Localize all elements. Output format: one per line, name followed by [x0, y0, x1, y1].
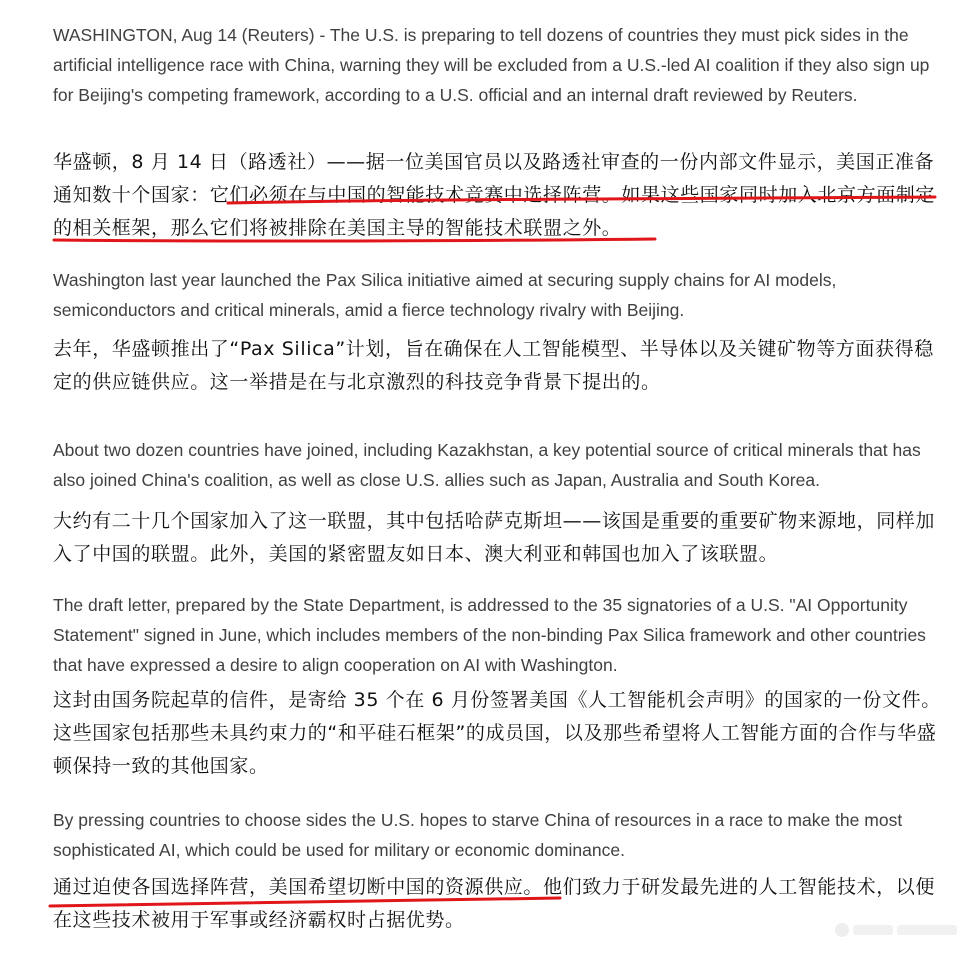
watermark-mark [897, 925, 957, 935]
paragraph-3-english-text: About two dozen countries have joined, including Kazakhstan, a key potential source of critical minerals that has also joined China's coalition, as well as close U.S. allies such as Japan, Australia and South Korea. [53, 440, 921, 490]
watermark [835, 919, 957, 941]
paragraph-2-english [53, 265, 943, 325]
paragraph-3-chinese [53, 505, 943, 571]
paragraph-2-english-text: Washington last year launched the Pax Silica initiative aimed at securing supply chains for AI models, semiconductors and critical minerals, amid a fierce technology rivalry with Beijing. [53, 270, 837, 320]
paragraph-2-chinese-text: 去年，华盛顿推出了“Pax Silica”计划，旨在确保在人工智能模型、半导体以及关键矿物等方面获得稳定的供应链供应。这一举措是在与北京激烈的科技竞争背景下提出的。 [53, 338, 934, 393]
watermark-logo-icon [835, 923, 849, 937]
paragraph-5-chinese [53, 871, 943, 937]
paragraph-3-english [53, 435, 943, 495]
paragraph-4-chinese-text: 这封由国务院起草的信件，是寄给 35 个在 6 月份签署美国《人工智能机会声明》的国家的一份文件。这些国家包括那些未具约束力的“和平硅石框架”的成员国，以及那些希望将人工智能方面的合作与华盛顿保持一致的其他国家。 [53, 689, 941, 777]
paragraph-1-english-text: WASHINGTON, Aug 14 (Reuters) - The U.S. is preparing to tell dozens of countries they must pick sides in the artificial intelligence race with China, warning they will be excluded from a U.S.-led AI coalition if they also sign up for Beijing's competing framework, according to a U.S. official and an internal draft reviewed by Reuters. [53, 25, 930, 105]
watermark-mark [853, 925, 893, 935]
paragraph-4-english [53, 590, 943, 680]
paragraph-4-english-text: The draft letter, prepared by the State Department, is addressed to the 35 signatories of a U.S. "AI Opportunity Statement" signed in June, which includes members of the non-binding Pax Silica framework and other countries that have expressed a desire to align cooperation on AI with Washington. [53, 595, 926, 675]
paragraph-3-chinese-text: 大约有二十几个国家加入了这一联盟，其中包括哈萨克斯坦——该国是重要的重要矿物来源地，同样加入了中国的联盟。此外，美国的紧密盟友如日本、澳大利亚和韩国也加入了该联盟。 [53, 510, 936, 565]
paragraph-2-chinese [53, 333, 943, 399]
paragraph-5-english [53, 805, 943, 865]
paragraph-5-english-text: By pressing countries to choose sides the U.S. hopes to starve China of resources in a race to make the most sophisticated AI, which could be used for military or economic dominance. [53, 810, 903, 860]
paragraph-1-chinese [53, 146, 943, 245]
paragraph-1-chinese-text: 华盛顿，8 月 14 日（路透社）——据一位美国官员以及路透社审查的一份内部文件显示，美国正准备通知数十个国家：它们必须在与中国的智能技术竞赛中选择阵营。如果这些国家同时加入北京方面制定的相关框架，那么它们将被排除在美国主导的智能技术联盟之外。 [53, 151, 936, 239]
paragraph-4-chinese [53, 684, 943, 783]
paragraph-5-chinese-text: 通过迫使各国选择阵营，美国希望切断中国的资源供应。他们致力于研发最先进的人工智能技术，以便在这些技术被用于军事或经济霸权时占据优势。 [53, 876, 936, 931]
paragraph-1-english [53, 20, 943, 110]
